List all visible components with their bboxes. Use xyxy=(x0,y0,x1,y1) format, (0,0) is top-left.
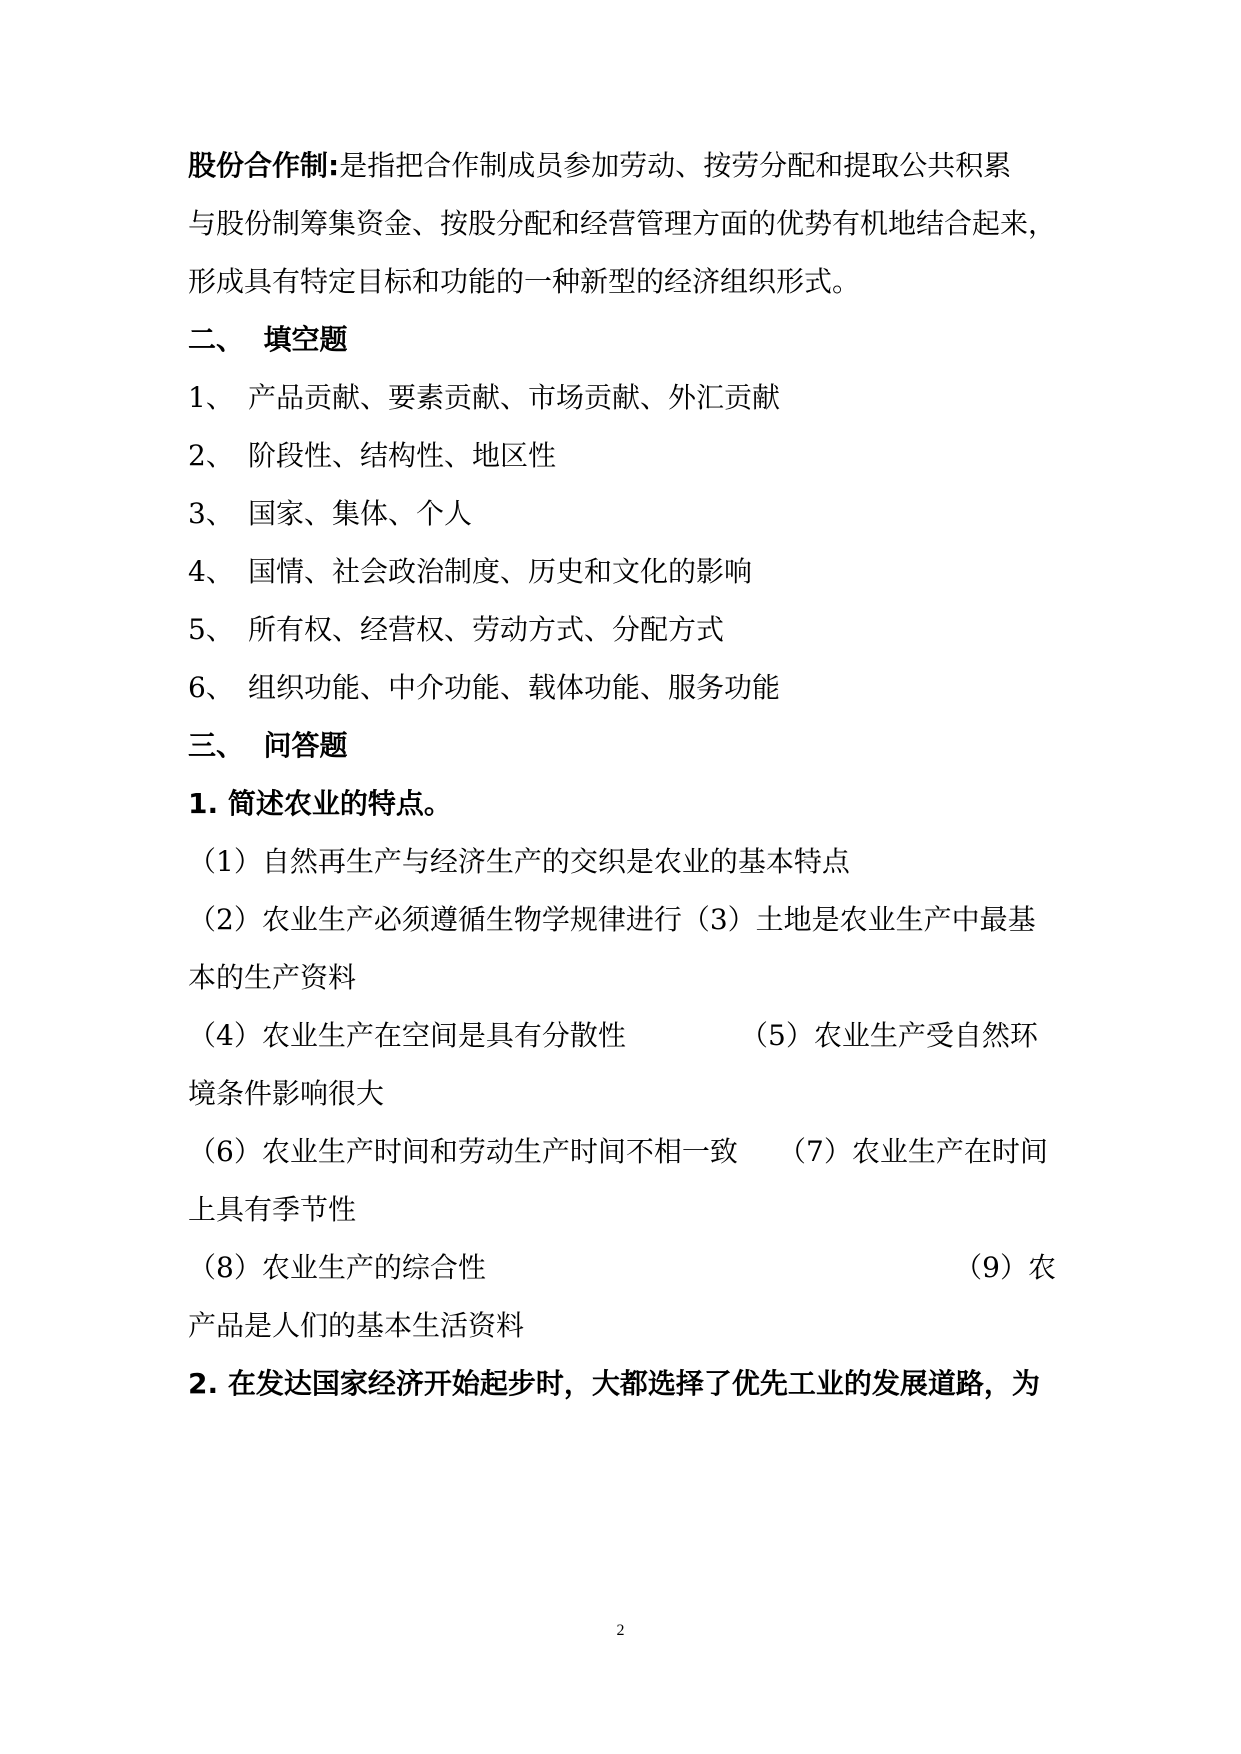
answer-line: （1）自然再生产与经济生产的交织是农业的基本特点 xyxy=(188,845,850,878)
question-2: 2. 在发达国家经济开始起步时，大都选择了优先工业的发展道路，为 xyxy=(188,1367,1040,1400)
answer-number: 5、 xyxy=(188,613,234,646)
answer-line: （2）农业生产必须遵循生物学规律进行（3）土地是农业生产中最基 xyxy=(188,903,1036,936)
answer-number: 6、 xyxy=(188,671,234,704)
answer-line: 上具有季节性 xyxy=(188,1193,357,1226)
answer-item xyxy=(188,494,472,534)
answer-number: 2、 xyxy=(188,439,234,472)
answer-line: 产品是人们的基本生活资料 xyxy=(188,1309,525,1342)
answer-text: 产品贡献、要素贡献、市场贡献、外汇贡献 xyxy=(248,381,781,414)
answer-point-9: （9）农 xyxy=(954,1251,1056,1284)
answer-line: 本的生产资料 xyxy=(188,961,357,994)
answer-point-4: （4）农业生产在空间是具有分散性 xyxy=(188,1019,626,1052)
answer-item xyxy=(188,436,556,476)
answer-item xyxy=(188,378,780,418)
definition-text-1: 是指把合作制成员参加劳动、按劳分配和提取公共积累 xyxy=(339,149,1012,182)
answer-point-7: （7）农业生产在时间 xyxy=(778,1135,1048,1168)
answer-number: 4、 xyxy=(188,555,234,588)
answer-item xyxy=(188,610,724,650)
definition-line-2: 与股份制筹集资金、按股分配和经营管理方面的优势有机地结合起来， xyxy=(188,207,1057,240)
answer-line xyxy=(188,1132,1048,1172)
answer-item xyxy=(188,552,752,592)
answer-item xyxy=(188,668,780,708)
answer-number: 1、 xyxy=(188,381,234,414)
question-1: 1. 简述农业的特点。 xyxy=(188,787,452,820)
answer-line xyxy=(188,1016,1038,1056)
answer-line: 境条件影响很大 xyxy=(188,1077,385,1110)
answer-point-6: （6）农业生产时间和劳动生产时间不相一致 xyxy=(188,1135,738,1168)
answer-point-5: （5）农业生产受自然环 xyxy=(740,1019,1038,1052)
answer-text: 组织功能、中介功能、载体功能、服务功能 xyxy=(248,671,781,704)
page-number: 2 xyxy=(616,1622,625,1639)
definition-line-1 xyxy=(188,146,1011,186)
definition-term: 股份合作制: xyxy=(188,149,340,182)
answer-line xyxy=(188,1248,1056,1288)
answer-number: 3、 xyxy=(188,497,234,530)
answer-point-8: （8）农业生产的综合性 xyxy=(188,1251,486,1284)
answer-text: 国家、集体、个人 xyxy=(248,497,473,530)
answer-text: 阶段性、结构性、地区性 xyxy=(248,439,557,472)
section-heading-fill-blank: 二、 填空题 xyxy=(188,323,348,356)
section-heading-qa: 三、 问答题 xyxy=(188,729,348,762)
answer-text: 所有权、经营权、劳动方式、分配方式 xyxy=(248,613,725,646)
definition-line-3: 形成具有特定目标和功能的一种新型的经济组织形式。 xyxy=(188,265,861,298)
answer-text: 国情、社会政治制度、历史和文化的影响 xyxy=(248,555,753,588)
